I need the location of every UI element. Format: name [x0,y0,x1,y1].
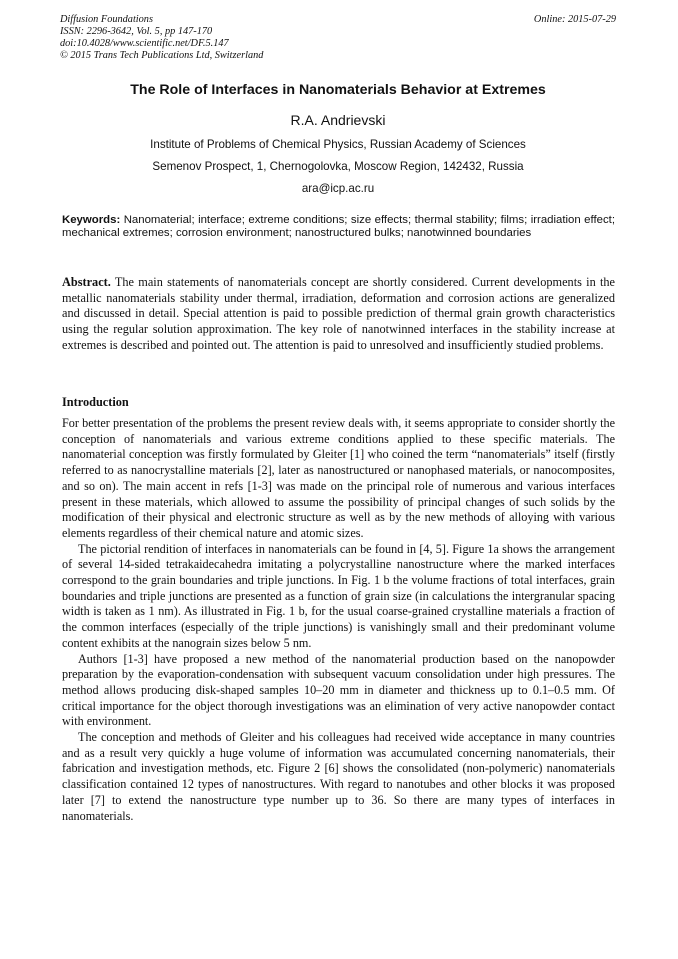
copyright-line: © 2015 Trans Tech Publications Ltd, Switzerland [60,50,264,61]
issn-line: ISSN: 2296-3642, Vol. 5, pp 147-170 [60,26,213,37]
affiliation-institute: Institute of Problems of Chemical Physics, Russian Academy of Sciences [150,138,526,151]
online-date: Online: 2015-07-29 [533,14,616,25]
affiliation-address: Semenov Prospect, 1, Chernogolovka, Moscow Region, 142432, Russia [152,160,524,173]
journal-header [60,14,616,62]
keywords-block [62,214,615,239]
keywords-text: Nanomaterial; interface; extreme conditions; size effects; thermal stability; films; irradiation effect; mechanical extremes; corrosion environment; nanostructured bulks; nanotwinned boundaries [62,214,615,239]
doi-line: doi:10.4028/www.scientific.net/DF.5.147 [60,38,229,49]
abstract-label: Abstract. [62,275,111,289]
author-email: ara@icp.ac.ru [301,182,375,195]
journal-name: Diffusion Foundations [60,14,153,25]
author-name: R.A. Andrievski [290,112,386,128]
paragraph: The conception and methods of Gleiter and his colleagues had received wide acceptance in many countries and as a result very quickly a huge volume of information was accumulated concerning nanomaterials, their fabrication and investigation methods, etc. Figure 2 [6] shows the consolidated (non-polymeric) nanomaterials classification contained 12 types of nanostructures. With regard to nanotubes and other blocks it was proposed later [7] to extend the nanostructure type number up to 36. So there are many types of interfaces in nanomaterials. [62,730,615,823]
section-heading: Introduction [62,395,129,409]
paragraph: Authors [1-3] have proposed a new method of the nanomaterial production based on the nanopowder preparation by the evaporation-condensation with subsequent vacuum consolidation under high pressures. The method allows producing disk-shaped samples 10–20 mm in diameter and thickness up to 0.1–0.5 mm. Of critical importance for the object thorough investigations was an elimination of very active nanopowder contact with environment. [62,651,615,729]
abstract-text: The main statements of nanomaterials concept are shortly considered. Current developments in the metallic nanomaterials stability under thermal, irradiation, deformation and corrosion actions are generalized and discussed in detail. Special attention is paid to possible prediction of thermal grain growth characteristics using the regular solution approximation. The key role of nanotwinned interfaces in the stability increase at extremes is described and pointed out. The attention is paid to unresolved and insufficiently studied problems. [62,275,615,352]
paragraph: The pictorial rendition of interfaces in nanomaterials can be found in [4, 5]. Figure 1a shows the arrangement of several 14-sided tetrakaidecahedra imitating a polycrystalline nanostructure where the marked interfaces correspond to the grain boundaries and triple junctions. In Fig. 1 b the volume fractions of total interfaces, grain boundaries and triple junctions are presented as a function of grain size (in calculations the intergranular spacing width is taken as 1 nm). As illustrated in Fig. 1 b, for the usual coarse-grained crystalline materials a fraction of the common interfaces (especially of the triple junctions) is vanishingly small and their predominant volume content exhibits at the nanograin sizes below 5 nm. [62,541,615,650]
paragraph: For better presentation of the problems the present review deals with, it seems appropriate to consider shortly the conception of nanomaterials and various extreme conditions applied to these specific materials. The nanomaterial conception was firstly formulated by Gleiter [1] who coined the term “nanomaterials” itself (firstly referred to as nanocrystalline materials [2], later as nanostructured or nanophased materials, or nanocomposites, and so on). The main accent in refs [1-3] was made on the principal role of numerous and various interfaces present in these materials, which allowed to assume the possibility of principal changes of such solids by the modification of their physical and electronic structure as well as by the new methods of alloying with various elements regardless of their chemical nature and atomic sizes. [62,416,615,540]
keywords-label: Keywords: [62,214,121,226]
abstract-block [62,275,615,354]
body-text [62,416,615,824]
paper-title: The Role of Interfaces in Nanomaterials Behavior at Extremes [130,82,546,98]
